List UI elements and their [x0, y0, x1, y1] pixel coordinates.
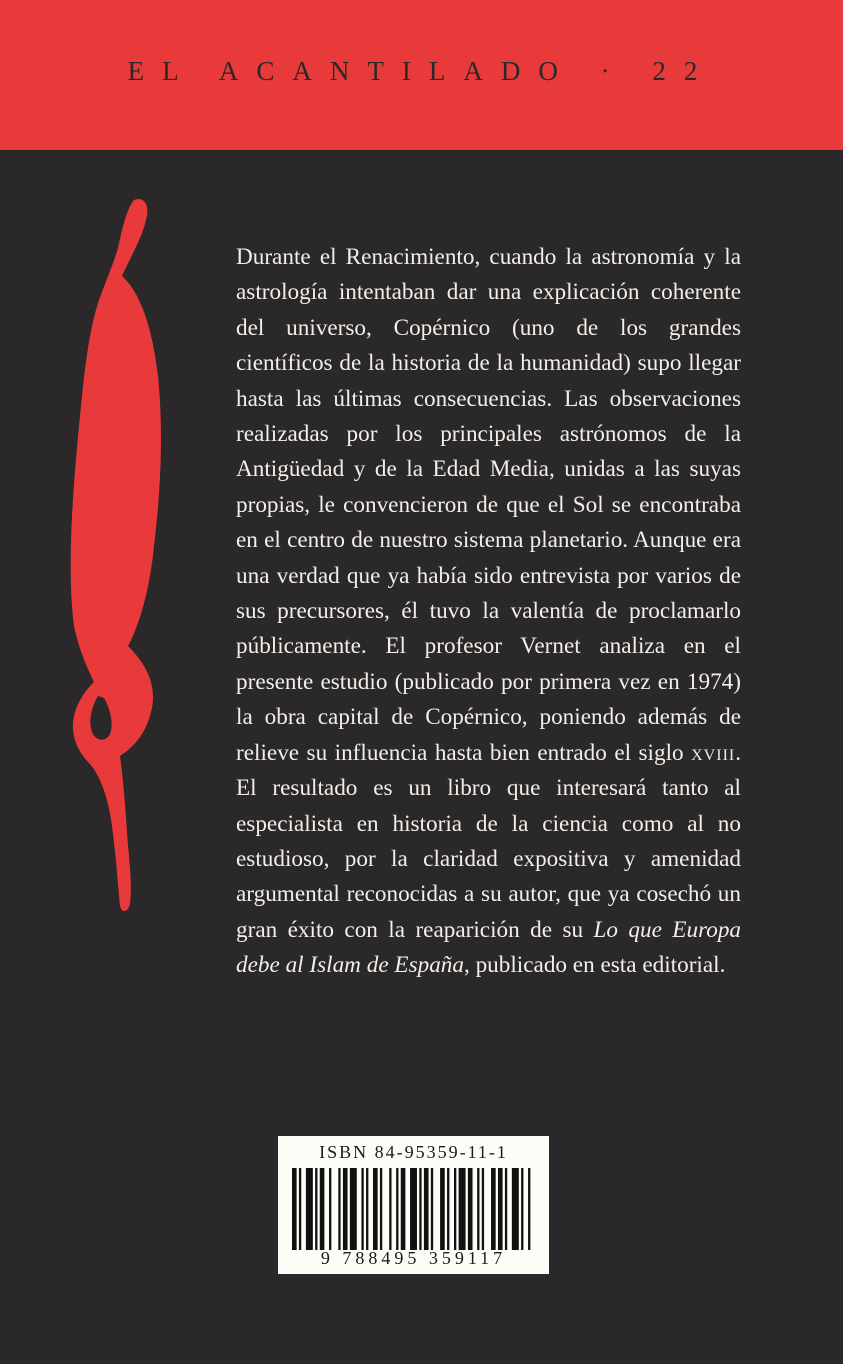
barcode-bar	[512, 1168, 519, 1250]
barcode-bar	[521, 1168, 523, 1250]
top-red-band	[0, 0, 843, 150]
barcode-bar	[505, 1168, 507, 1250]
barcode-bar	[338, 1168, 340, 1250]
blurb-book-title: Lo que Europa debe al Islam de España	[236, 916, 742, 979]
barcode-bar	[491, 1168, 496, 1250]
barcode-bar	[459, 1168, 466, 1250]
barcode-bar	[299, 1168, 301, 1250]
barcode-bar	[440, 1168, 445, 1250]
barcode-bar	[361, 1168, 363, 1250]
blurb-century: xviii	[691, 739, 736, 766]
barcode-bar	[373, 1168, 378, 1250]
barcode-label	[278, 1136, 549, 1274]
barcode-bar	[482, 1168, 484, 1250]
barcode-bar	[306, 1168, 313, 1250]
barcode-bar	[528, 1168, 530, 1250]
back-cover-blurb	[236, 240, 741, 984]
series-title: EL ACANTILADO · 22	[127, 56, 716, 86]
barcode-bar	[401, 1168, 406, 1250]
barcode-bar	[396, 1168, 398, 1250]
barcode-bar	[343, 1168, 348, 1250]
diving-figure-icon	[48, 196, 178, 916]
barcode-bar	[380, 1168, 382, 1250]
barcode-bar	[315, 1168, 317, 1250]
barcode-bar	[410, 1168, 417, 1250]
blurb-text-part-3: , publicado en esta editorial.	[463, 952, 726, 979]
barcode-bar	[431, 1168, 433, 1250]
barcode-bar	[424, 1168, 429, 1250]
barcode-bar	[320, 1168, 325, 1250]
barcode-bar	[350, 1168, 357, 1250]
barcode-bar	[447, 1168, 449, 1250]
barcode-bar	[454, 1168, 456, 1250]
ean-number: 9 788495 359117	[320, 1248, 507, 1268]
barcode-bar	[366, 1168, 368, 1250]
barcode-bar	[468, 1168, 473, 1250]
blurb-text-part-1: Durante el Renacimiento, cuando la astronomía y la astrología intentaban dar una explicación coherente del universo, Copérnico (uno de los grandes científicos de la historia de la humanidad) supo llegar hasta las últimas consecuencias. Las observaciones realizadas por los principales astrónomos de la Antigüedad y de la Edad Media, unidas a las suyas propias, le convencieron de que el Sol se encontraba en el centro de nuestro sistema planetario. Aunque era una verdad que ya había sido entrevista por varios de sus precursores, él tuvo la valentía de proclamarlo públicamente. El profesor Vernet analiza en el presente estudio (publicado por primera vez en 1974) la obra capital de Copérnico, poniendo además de relieve su influencia hasta bien entrado el siglo	[236, 244, 741, 766]
barcode-bar	[477, 1168, 479, 1250]
barcode-bars	[292, 1168, 535, 1250]
barcode-bar	[329, 1168, 331, 1250]
blurb-text-part-2: . El resultado es un libro que interesará tanto al especialista en historia de la ciencia como al no estudioso, por la claridad expositiva y amenidad argumental reconocidas a su autor, que ya cosechó un gran éxito con la reaparición de su	[236, 739, 742, 943]
isbn-number: ISBN 84-95359-11-1	[319, 1142, 508, 1162]
barcode-bar	[498, 1168, 503, 1250]
barcode-bar	[292, 1168, 297, 1250]
barcode-bar	[419, 1168, 421, 1250]
barcode-bar	[389, 1168, 391, 1250]
